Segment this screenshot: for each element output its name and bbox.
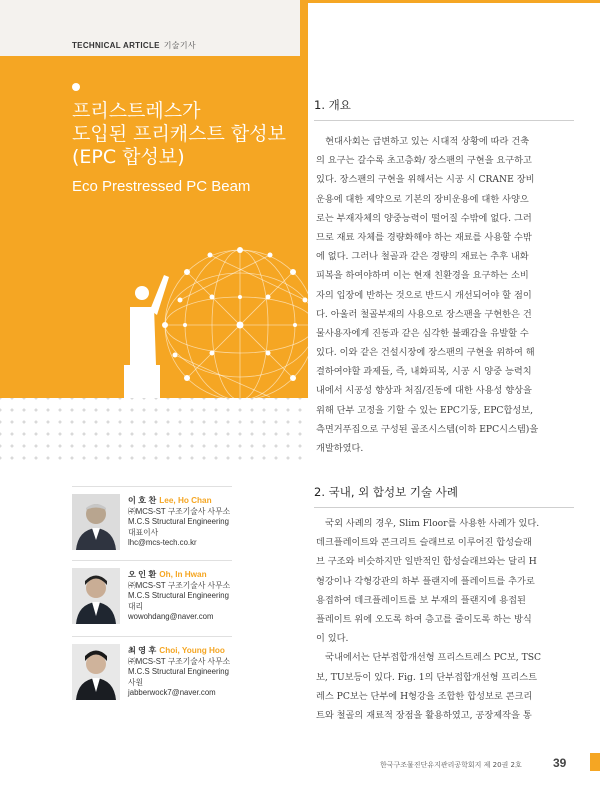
section-heading-cases: 2. 국내, 외 합성보 기술 사례	[314, 485, 458, 499]
title-line: 도입된 프리캐스트 합성보	[72, 123, 286, 145]
section-heading-overview: 1. 개요	[314, 98, 351, 112]
section-label-ko: 기술기사	[163, 41, 196, 50]
header-blank	[308, 0, 600, 56]
pointing-person-icon	[124, 275, 169, 398]
hero-panel	[0, 0, 308, 398]
author-divider	[72, 636, 232, 637]
author-affiliation: ㈜MCS-ST 구조기술사 사무소	[128, 656, 231, 666]
body-line: 자의 입장에 반하는 것으로 반드시 개선되어야 할 점이	[316, 289, 532, 301]
author-title: 대리	[128, 601, 144, 611]
author-name-en: Oh, In Hwan	[159, 570, 207, 579]
author-name	[128, 570, 230, 581]
body-line: 국외 사례의 경우, Slim Floor를 사용한 사례가 있다.	[316, 518, 540, 529]
body-line: 용접하여 데크플레이트를 보 부재의 플랜지에 용접된	[316, 594, 526, 606]
author-photo	[72, 644, 120, 700]
author-name-ko: 최 영 후	[128, 646, 157, 655]
body-line: 이 있다.	[316, 633, 349, 645]
article-title-english: Eco Prestressed PC Beam	[72, 178, 251, 195]
body-line: 에 없다. 그러나 철골과 같은 경량의 재료는 추후 내화	[316, 251, 529, 263]
page-number: 39	[553, 756, 567, 770]
body-line: 결하여야할 과제들, 즉, 내화피복, 시공 시 양중 능력치	[316, 366, 532, 378]
body-line: 위해 단부 고정을 기할 수 있는 EPC기둥, EPC합성보,	[316, 404, 533, 416]
author-name-ko: 오 인 환	[128, 570, 157, 579]
author-name	[128, 646, 230, 657]
author-name-en: Lee, Ho Chan	[159, 496, 212, 505]
body-line: 레스 PC보는 단부에 H형강을 조합한 합성보로 콘크리	[316, 690, 533, 702]
title-line: (EPC 합성보)	[72, 146, 185, 168]
section-body-overview	[316, 132, 556, 458]
body-line: 형강이나 각형강관의 하부 플랜지에 플레이트를 추가로	[316, 575, 535, 587]
body-line: 측면거푸집으로 구성된 골조시스템(이하 EPC시스템)을	[316, 423, 539, 435]
body-line: 개발하였다.	[316, 443, 364, 454]
header-accent-strip	[300, 0, 600, 3]
author-email[interactable]: wowohdang@naver.com	[128, 612, 214, 621]
body-line: 내에서 시공성 향상과 처짐/진동에 대한 사용성 향상을	[316, 385, 532, 397]
author-title: 사원	[128, 677, 144, 687]
body-line: 운용에 대한 제약으로 기본의 장비운용에 대한 사양으	[316, 193, 529, 205]
author-name-ko: 이 호 찬	[128, 496, 157, 505]
author-affiliation: ㈜MCS-ST 구조기술사 사무소	[128, 506, 231, 516]
author-photo	[72, 568, 120, 624]
author-name	[128, 496, 230, 507]
author-affiliation-en: M.C.S Structural Engineering	[128, 517, 229, 526]
body-line: 물사용자에게 진동과 같은 심각한 불쾌감을 유발할 수	[316, 327, 529, 339]
section-label	[72, 40, 196, 51]
heading-divider	[314, 507, 574, 508]
author-affiliation-en: M.C.S Structural Engineering	[128, 667, 229, 676]
body-line: 있다. 장스팬의 구현을 위해서는 시공 시 CRANE 장비	[316, 174, 535, 186]
author-photo	[72, 494, 120, 550]
author-name-en: Choi, Young Hoo	[159, 646, 225, 655]
author-divider	[72, 560, 232, 561]
person-portrait-icon	[72, 568, 120, 624]
person-portrait-icon	[72, 494, 120, 550]
author-email[interactable]: jabberwock7@naver.com	[128, 688, 216, 697]
body-line: 로는 부재자체의 양중능력이 떨어질 수밖에 없다. 그러	[316, 212, 532, 224]
author-info	[128, 570, 230, 623]
author-divider	[72, 486, 232, 487]
body-line: 플레이트 위에 오도록 하여 층고를 줄이도록 하는 방식	[316, 613, 532, 625]
author-info	[128, 496, 230, 549]
journal-footer: 한국구조물진단유지관리공학회지 제 20권 2호	[380, 761, 522, 769]
body-line: 현대사회는 급변하고 있는 시대적 상황에 따라 건축	[316, 136, 530, 147]
person-portrait-icon	[72, 644, 120, 700]
body-line: 보, TU보등이 있다. Fig. 1의 단부접합개선형 프리스트	[316, 671, 537, 683]
author-affiliation-en: M.C.S Structural Engineering	[128, 591, 229, 600]
author-info	[128, 646, 230, 699]
dot-pattern	[0, 398, 308, 468]
author-email[interactable]: lhc@mcs-tech.co.kr	[128, 538, 197, 547]
body-line: 트와 철골의 재료적 장점을 활용하였고, 공장제작을 통	[316, 709, 532, 721]
body-line: 다. 아울러 철골부재의 사용으로 장스팬을 구현한은 건	[316, 308, 532, 320]
body-line: 의 요구는 갈수록 초고층화/ 장스팬의 구현을 요구하고	[316, 155, 532, 167]
article-title	[72, 100, 302, 169]
title-line: 프리스트레스가	[72, 100, 201, 122]
body-line: 피복을 하여야하며 이는 현재 친환경을 요구하는 소비	[316, 270, 529, 282]
body-line: 국내에서는 단부접합개선형 프리스트레스 PC보, TSC	[316, 652, 542, 664]
body-line: 있다. 이와 같은 건설시장에 장스팬의 구현을 위하여 해	[316, 347, 535, 359]
body-line: 므로 재료 자체를 경량화해야 하는 재료를 사용할 수밖	[316, 231, 532, 243]
author-affiliation: ㈜MCS-ST 구조기술사 사무소	[128, 580, 231, 590]
body-line: 브 구조와 비슷하지만 일반적인 합성슬래브와는 달리 H	[316, 556, 537, 568]
section-label-en: TECHNICAL ARTICLE	[72, 41, 160, 50]
body-line: 데크플레이트와 콘크리트 슬래브로 이루어진 합성슬래	[316, 537, 532, 549]
heading-divider	[314, 120, 574, 121]
author-title: 대표이사	[128, 527, 159, 537]
section-body-cases	[316, 514, 556, 725]
geodesic-network-illustration	[120, 215, 308, 398]
footer-accent-bar	[590, 753, 600, 771]
title-bullet	[72, 83, 80, 91]
